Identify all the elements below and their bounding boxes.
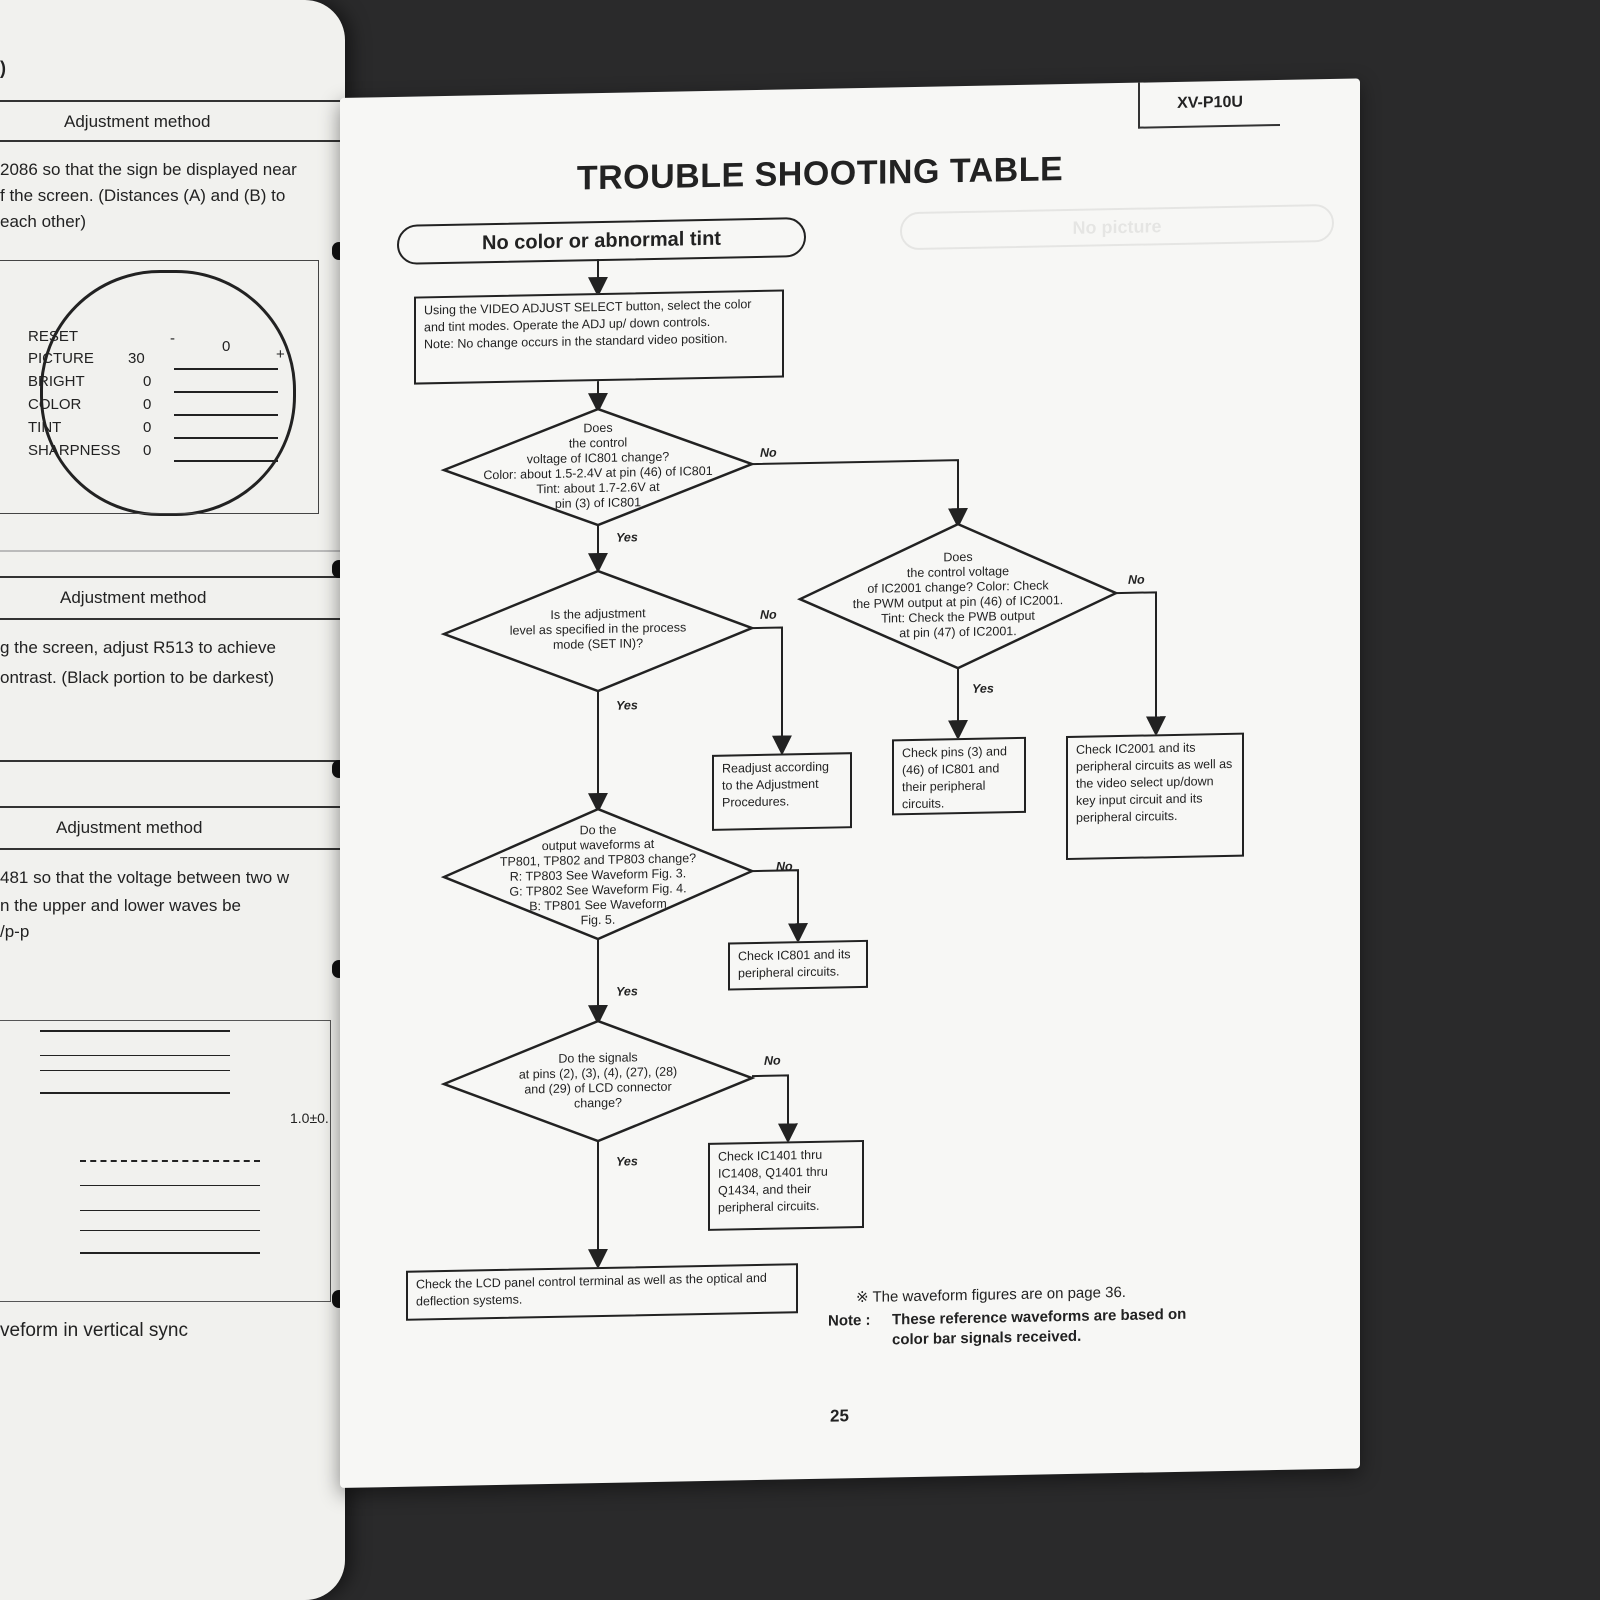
decision-text-adjustment xyxy=(468,605,728,655)
decision-line: TP801, TP802 and TP803 change? xyxy=(499,851,697,869)
start-instruction-note: Note: No change occurs in the standard video position. xyxy=(424,331,728,352)
note-text: color bar signals received. xyxy=(892,1327,1082,1349)
menu-label: TINT xyxy=(28,419,62,436)
connector-line xyxy=(752,870,798,940)
decision-line: Fig. 5. xyxy=(580,912,616,928)
decision-line: and (29) of LCD connector xyxy=(524,1079,672,1097)
menu-bar xyxy=(174,414,278,417)
section-heading: Adjustment method xyxy=(60,588,207,607)
left-heading-fragment: ) xyxy=(0,58,6,78)
decision-line: at pins (2), (3), (4), (27), (28) xyxy=(518,1064,678,1082)
final-check-box: Check the LCD panel control terminal as well as the optical and deflection systems. xyxy=(406,1263,798,1321)
decision-line: of IC2001 change? Color: Check xyxy=(867,578,1049,596)
divider xyxy=(0,806,340,808)
waveform-line xyxy=(40,1070,230,1071)
ghost-pill: No picture xyxy=(900,204,1334,250)
decision-line: Do the xyxy=(579,822,617,838)
yes-label: Yes xyxy=(616,1154,638,1169)
waveform-line xyxy=(40,1055,230,1056)
connector-line xyxy=(752,1075,788,1140)
no-label: No xyxy=(1128,572,1145,587)
menu-scale-plus: + xyxy=(276,346,285,363)
menu-label: PICTURE xyxy=(28,350,94,367)
yes-label: Yes xyxy=(616,698,638,713)
divider xyxy=(0,576,340,578)
section-text: f the screen. (Distances (A) and (B) to xyxy=(0,186,286,205)
decision-line: Color: about 1.5-2.4V at pin (46) of IC801 xyxy=(483,463,713,483)
waveform-line xyxy=(80,1185,260,1186)
decision-line: B: TP801 See Waveform xyxy=(529,896,667,914)
check-ic801-box: Check IC801 and its peripheral circuits. xyxy=(728,940,868,991)
footnote-text: The waveform figures are on page 36. xyxy=(872,1283,1126,1306)
check-ic1401-box: Check IC1401 thru IC1408, Q1401 thru Q1434, and their peripheral circuits. xyxy=(708,1140,864,1231)
decision-line: Does xyxy=(943,549,973,565)
connector-line xyxy=(752,460,958,528)
note-label: Note : xyxy=(828,1311,871,1330)
section-heading: Adjustment method xyxy=(64,112,211,131)
menu-bar xyxy=(174,437,278,440)
decision-text-ic801 xyxy=(448,418,748,514)
menu-value: 30 xyxy=(128,350,145,367)
menu-label: SHARPNESS xyxy=(28,442,121,459)
waveform-line xyxy=(80,1210,260,1211)
divider xyxy=(0,848,340,850)
decision-text-waveforms xyxy=(458,820,738,930)
page-title: TROUBLE SHOOTING TABLE xyxy=(576,150,1064,198)
menu-value: 0 xyxy=(143,442,152,459)
reference-mark-icon: ※ xyxy=(856,1288,869,1307)
waveform-diagram xyxy=(0,1010,335,1310)
divider xyxy=(0,760,340,762)
decision-line: output waveforms at xyxy=(541,836,655,854)
divider xyxy=(0,618,340,620)
waveform-lower xyxy=(80,1160,260,1254)
menu-bar xyxy=(174,391,278,394)
section-text: ontrast. (Black portion to be darkest) xyxy=(0,668,275,687)
menu-label: COLOR xyxy=(28,396,82,413)
check-ic2001-box: Check IC2001 and its peripheral circuits as well as the video select up/down key input circuit and its peripheral circuits. xyxy=(1066,733,1244,860)
decision-line: voltage of IC801 change? xyxy=(526,449,670,467)
divider xyxy=(0,550,340,552)
no-label: No xyxy=(760,607,777,622)
waveform-upper xyxy=(40,1030,230,1094)
decision-text-lcd-signals xyxy=(468,1049,728,1114)
menu-scale-zero: 0 xyxy=(222,338,231,355)
start-instruction-text: Using the VIDEO ADJUST SELECT button, select the color and tint modes. Operate the ADJ up/ down controls. xyxy=(424,297,752,335)
decision-line: change? xyxy=(574,1095,622,1111)
decision-line: Tint: Check the PWB output xyxy=(881,608,1035,626)
decision-line: G: TP802 See Waveform Fig. 4. xyxy=(509,881,687,899)
connector-line xyxy=(752,628,782,753)
check-ic801-pins-box: Check pins (3) and (46) of IC801 and their peripheral circuits. xyxy=(892,737,1026,816)
no-label: No xyxy=(760,445,777,460)
menu-label: BRIGHT xyxy=(28,373,85,390)
decision-line: Does xyxy=(583,420,613,436)
screen-diagram xyxy=(0,250,320,520)
yes-label: Yes xyxy=(972,681,994,696)
menu-value: 0 xyxy=(143,419,152,436)
note-text: These reference waveforms are based on xyxy=(892,1305,1187,1329)
decision-line: level as specified in the process xyxy=(509,620,687,638)
decision-line: Do the signals xyxy=(558,1050,638,1066)
section-heading: Adjustment method xyxy=(56,818,203,837)
section-text: g the screen, adjust R513 to achieve xyxy=(0,638,276,657)
decision-line: mode (SET IN)? xyxy=(552,636,644,652)
decision-line: pin (3) of IC801 xyxy=(554,495,642,511)
menu-bar xyxy=(174,460,278,463)
decision-line: Tint: about 1.7-2.6V at xyxy=(536,479,660,497)
section-text: /p-p xyxy=(0,922,30,941)
yes-label: Yes xyxy=(616,530,638,545)
scope-label: 1.0±0. xyxy=(290,1110,329,1126)
menu-scale-minus: - xyxy=(170,330,175,347)
decision-line: R: TP803 See Waveform Fig. 3. xyxy=(509,866,687,884)
start-instruction-box xyxy=(414,289,784,384)
connector-line xyxy=(1116,592,1156,733)
menu-bar xyxy=(174,368,278,371)
no-label: No xyxy=(776,859,793,874)
left-page xyxy=(0,0,345,1600)
menu-value: 0 xyxy=(143,373,152,390)
no-label: No xyxy=(764,1053,781,1068)
divider xyxy=(0,140,340,142)
decision-line: the control voltage xyxy=(906,564,1010,581)
readjust-box: Readjust according to the Adjustment Procedures. xyxy=(712,752,852,831)
yes-label: Yes xyxy=(616,984,638,999)
section-text: 2086 so that the sign be displayed near xyxy=(0,160,297,179)
menu-label: RESET xyxy=(28,328,79,345)
decision-line: Is the adjustment xyxy=(550,606,646,622)
waveform-line xyxy=(80,1230,260,1231)
right-page xyxy=(340,78,1360,1488)
menu-value: 0 xyxy=(143,396,152,413)
decision-line: the PWM output at pin (46) of IC2001. xyxy=(852,593,1064,612)
section-text: each other) xyxy=(0,212,86,231)
decision-line: at pin (47) of IC2001. xyxy=(899,624,1017,641)
problem-title: No color or abnormal tint xyxy=(397,217,806,265)
section-text: n the upper and lower waves be xyxy=(0,896,241,915)
decision-text-ic2001 xyxy=(810,547,1106,643)
model-number: XV-P10U xyxy=(1138,80,1280,129)
page-number: 25 xyxy=(830,1406,849,1426)
section-text: veform in vertical sync xyxy=(0,1320,188,1341)
decision-line: the control xyxy=(568,435,628,451)
section-text: 481 so that the voltage between two w xyxy=(0,868,290,887)
divider xyxy=(0,100,340,102)
